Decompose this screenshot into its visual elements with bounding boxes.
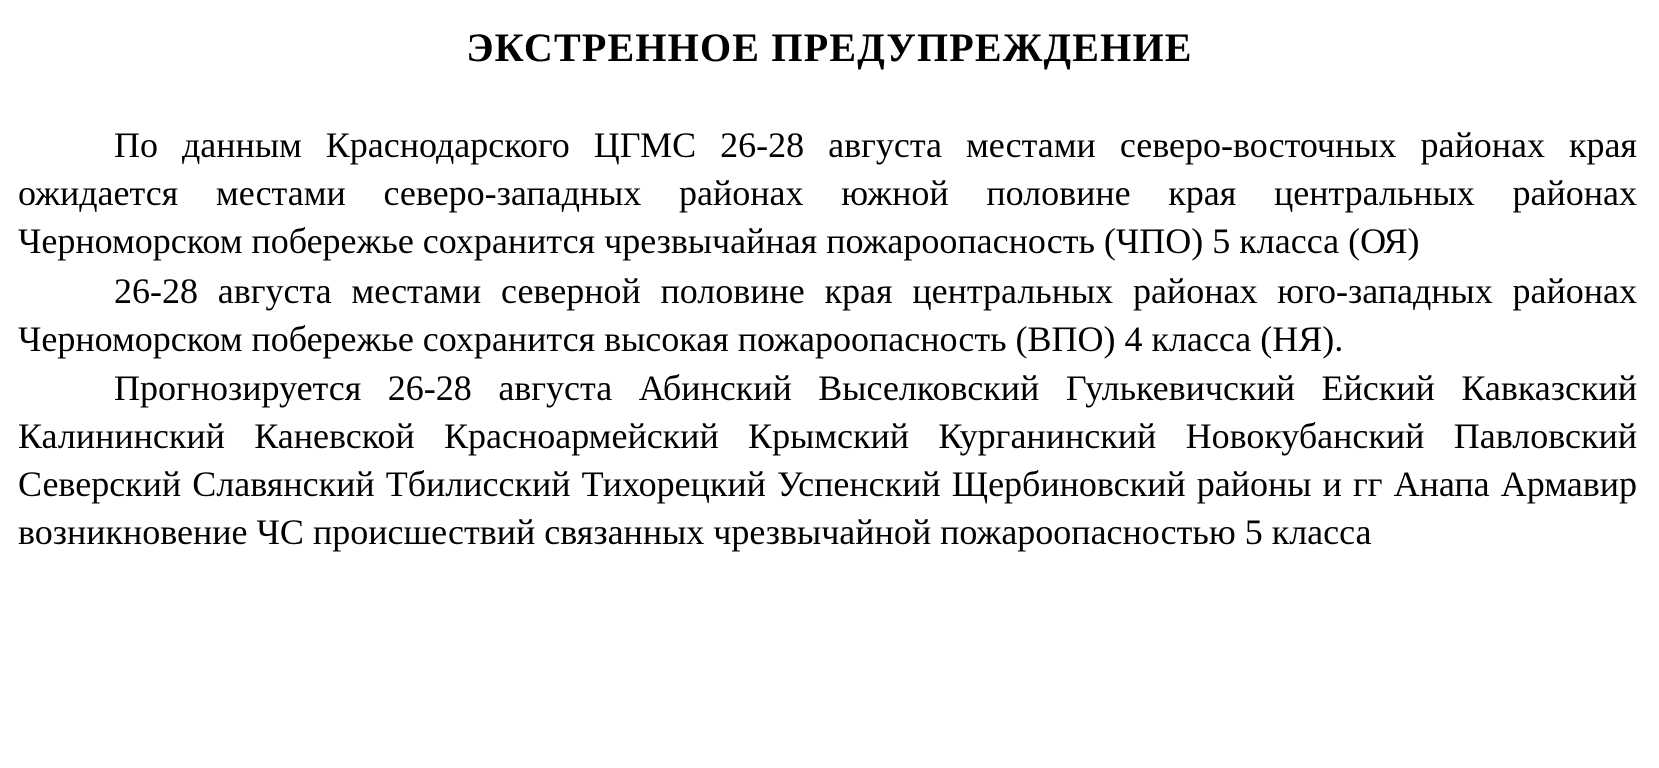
paragraph-3: Прогнозируется 26-28 августа Абинский Выселковский Гулькевичский Ейский Кавказский Калининский Каневской Красноармейский Крымский Курганинский Новокубанский Павловский Северский Славянский Тбилисский Тихорецкий Успенский Щербиновский районы и гг Анапа Армавир возникновение ЧС происшествий связанных чрезвычайной пожароопасностью 5 класса [18,368,1637,552]
paragraph-1: По данным Краснодарского ЦГМС 26-28 августа местами северо-восточных районах края ожидается местами северо-западных районах южной половине края центральных районах Черноморском побережье сохранится чрезвычайная пожароопасность (ЧПО) 5 класса (ОЯ) [18,125,1637,261]
paragraph-2: 26-28 августа местами северной половине края центральных районах юго-западных районах Черноморском побережье сохранится высокая пожароопасность (ВПО) 4 класса (НЯ). [18,270,1637,359]
document-body [0,122,1659,557]
page-title: ЭКСТРЕННОЕ ПРЕДУПРЕЖДЕНИЕ [466,25,1193,70]
